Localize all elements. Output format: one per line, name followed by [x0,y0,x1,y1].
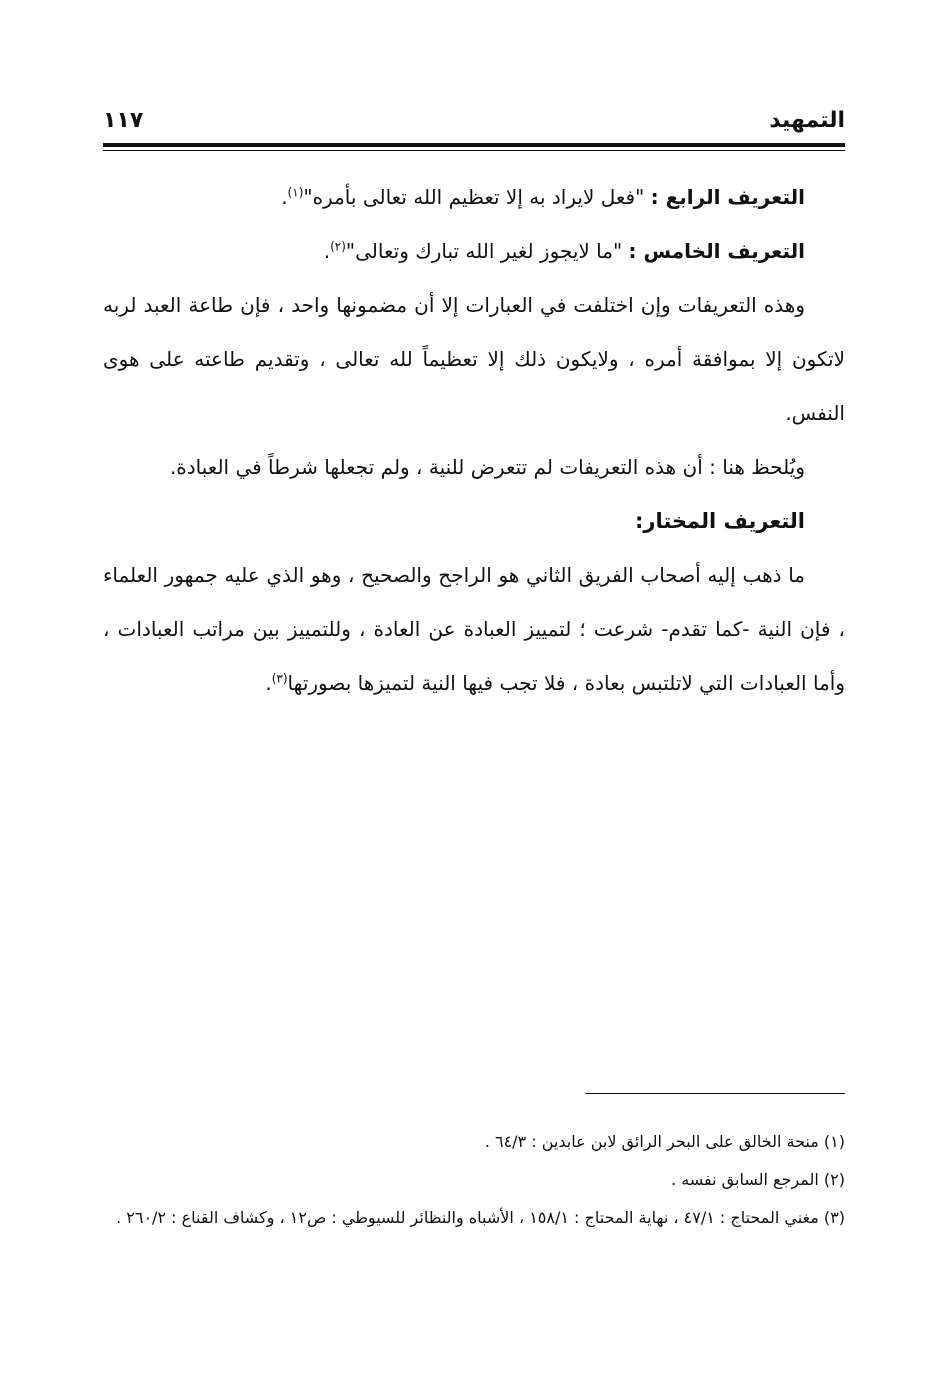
paragraph-chosen-definition [103,548,845,710]
footnote-3: (٣) مغني المحتاج : ٤٧/١ ، نهاية المحتاج : ١٥٨/١ ، الأشباه والنظائر للسيوطي : ص١٢ ، وكشاف القناع : ٢٦٠/٢ . [116,1208,845,1227]
section-heading: التعريف المختار: [634,509,805,533]
period: . [281,185,288,209]
footnote-ref-1: (١) [287,185,304,200]
definition-four-label: التعريف الرابع : [650,185,805,209]
page-header [103,108,845,142]
definition-four-text: "فعل لايراد به إلا تعظيم الله تعالى بأمره" [303,185,651,209]
footnotes [103,1123,845,1237]
definition-four [103,170,845,224]
period: . [265,671,272,695]
header-rule-thick [103,143,845,147]
footnote-ref-2: (٢) [330,239,346,254]
footnote-ref-3: (٣) [271,671,288,686]
paragraph-chosen-text: ما ذهب إليه أصحاب الفريق الثاني هو الراجح والصحيح ، وهو الذي عليه جمهور العلماء ، فإن النية -كما تقدم- شرعت ؛ لتمييز العبادة عن العادة ، وللتمييز بين مراتب العبادات ، وأما العبادات التي لاتلتبس بعادة ، فلا تجب فيها النية لتميزها بصورتها [103,563,845,695]
header-rule-thin [103,150,845,151]
paragraph-definitions-summary: وهذه التعريفات وإن اختلفت في العبارات إلا أن مضمونها واحد ، فإن طاعة العبد لربه لاتكون إلا بموافقة أمره ، ولايكون ذلك إلا تعظيماً لله تعالى ، وتقديم طاعته على هوى النفس. [103,293,845,425]
definition-five-text: "ما لايجوز لغير الله تبارك وتعالى" [345,239,629,263]
period: . [323,239,331,263]
footnote-separator [585,1093,845,1094]
footnote-1: (١) منحة الخالق على البحر الرائق لابن عابدين : ٦٤/٣ . [484,1132,845,1151]
definition-five [103,224,845,278]
running-title: التمهيد [769,108,845,133]
main-text [103,170,845,710]
paragraph-observation: ويُلحظ هنا : أن هذه التعريفات لم تتعرض للنية ، ولم تجعلها شرطاً في العبادة. [169,455,805,479]
footnote-2: (٢) المرجع السابق نفسه . [671,1170,845,1189]
page-number: ١١٧ [103,108,144,133]
definition-five-label: التعريف الخامس : [628,239,805,263]
